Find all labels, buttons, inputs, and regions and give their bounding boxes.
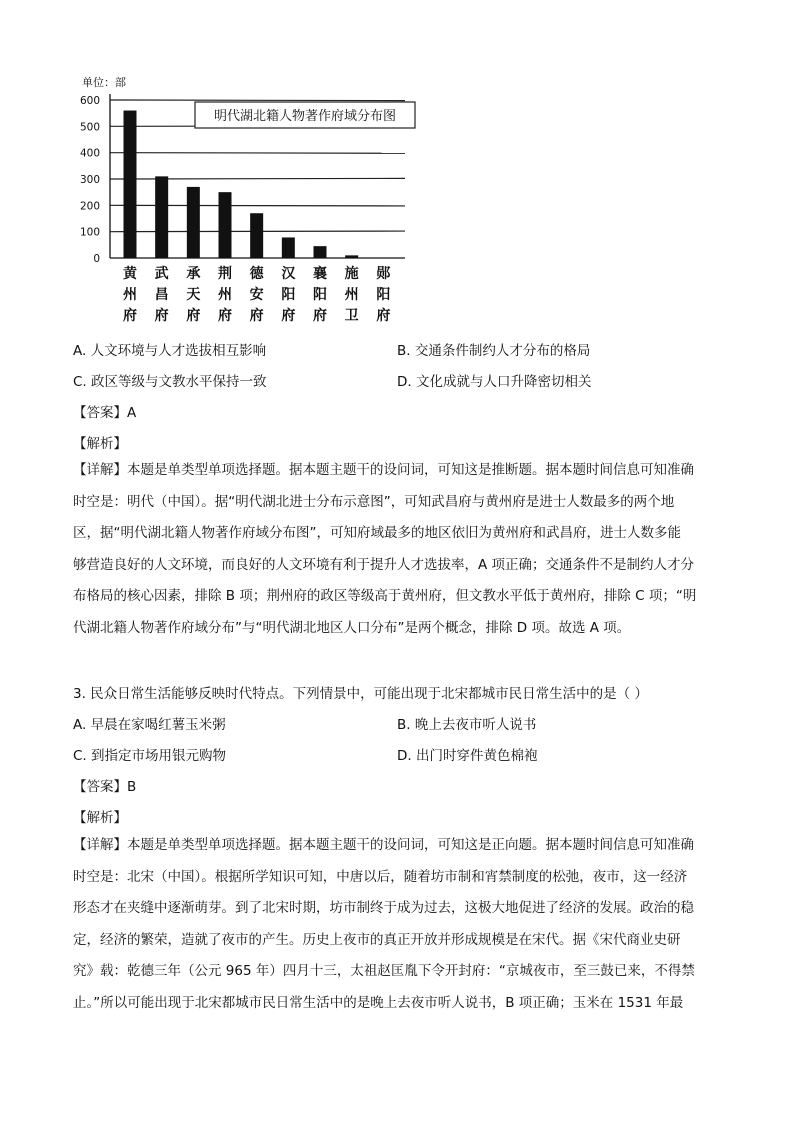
q2-option-c: C. 政区等级与文教水平保持一致 (73, 374, 267, 390)
q2-analysis-label: 【解析】 (73, 436, 127, 452)
q3-option-a: A. 早晨在家喝红薯玉米粥 (73, 717, 226, 733)
gridline (110, 178, 405, 179)
gridline (110, 100, 405, 101)
q2-option-d: D. 文化成就与人口升降密切相关 (397, 374, 592, 390)
x-category-label-char: 武 (154, 266, 169, 282)
x-category-label-char: 天 (186, 287, 201, 303)
q3-detail-line: 【详解】本题是单类型单项选择题。据本题主题干的设问词，可知这是正向题。据本题时间信息可知准确 (73, 837, 694, 853)
y-tick-label: 400 (79, 147, 100, 160)
q2-detail-line: 区，据“明代湖北籍人物著作府域分布图”，可知府域最多的地区依旧为黄州府和武昌府，进士人数多能 (73, 525, 681, 541)
q3-detail-line: 究》载：乾德三年（公元 965 年）四月十三，太祖赵匡胤下令开封府：“京城夜市，至三鼓已来，不得禁 (73, 963, 695, 979)
x-category-label-char: 府 (281, 308, 296, 324)
q2-detail-line: 代湖北籍人物著作府域分布”与“明代湖北地区人口分布”是两个概念，排除 D 项。故选 A 项。 (73, 619, 631, 636)
x-category-label-char: 黄 (123, 266, 137, 282)
q3-detail-line: 时空是：北宋（中国）。根据所学知识可知，中唐以后，随着坊市制和宵禁制度的松弛，夜市，这一经济 (73, 868, 688, 885)
x-category-label-char: 州 (123, 287, 137, 303)
q3-option-b: B. 晚上去夜市听人说书 (397, 717, 537, 733)
y-tick-label: 0 (93, 253, 100, 265)
x-category-label-char: 昌 (154, 287, 169, 303)
q2-detail-line: 【详解】本题是单类型单项选择题。据本题主题干的设问词，可知这是推断题。据本题时间信息可知准确 (73, 462, 694, 478)
q3-detail-line: 止。”所以可能出现于北宋都城市民日常生活中的是晚上去夜市听人说书，B 项正确；玉米在 1531 年最 (73, 994, 684, 1011)
x-category-label-char: 汉 (281, 266, 296, 282)
x-category-label-char: 阳 (376, 287, 391, 303)
bar (187, 187, 200, 258)
bar-chart-svg (70, 70, 420, 330)
q2-detail-line: 够营造良好的人文环境，而良好的人文环境有利于提升人才选拔率，A 项正确；交通条件不是制约人才分 (73, 556, 695, 573)
chart-title: 明代湖北籍人物著作府域分布图 (213, 109, 397, 124)
gridline (110, 153, 405, 154)
bar (155, 176, 168, 258)
q3-stem: 3. 民众日常生活能够反映时代特点。下列情景中，可能出现于北宋都城市民日常生活中的是（ ） (73, 686, 648, 702)
x-category-label-char: 府 (154, 308, 169, 324)
q2-option-a: A. 人文环境与人才选拔相互影响 (73, 343, 267, 359)
q3-answer: 【答案】B (73, 779, 137, 795)
bar (314, 246, 327, 258)
x-category-label-char: 府 (313, 308, 327, 324)
x-category-label-char: 府 (186, 308, 201, 324)
q2-detail-line: 布格局的核心因素，排除 B 项；荆州府的政区等级高于黄州府，但文教水平低于黄州府，排除 C 项；“明 (73, 588, 697, 604)
x-category-label-char: 府 (249, 308, 264, 324)
x-category-label-char: 府 (376, 308, 391, 324)
y-tick-label: 600 (79, 95, 100, 107)
q2-detail-line: 时空是：明代（中国）。据“明代湖北进士分布示意图”，可知武昌府与黄州府是进士人数最多的两个地 (73, 493, 675, 510)
q3-option-d: D. 出门时穿件黄色棉袍 (397, 748, 538, 764)
bar (282, 237, 295, 258)
y-tick-label: 300 (79, 174, 100, 186)
x-category-label-char: 安 (249, 287, 264, 303)
y-tick-label: 200 (79, 200, 100, 213)
x-category-label-char: 荆 (218, 266, 232, 282)
q3-detail (73, 830, 723, 1019)
q2-answer: 【答案】A (73, 405, 137, 421)
x-category-label-char: 府 (123, 308, 137, 324)
x-category-label-char: 襄 (313, 266, 327, 282)
x-category-label-char: 卫 (344, 308, 359, 324)
q3-analysis-label: 【解析】 (73, 810, 127, 826)
q2-detail (73, 455, 723, 644)
x-category-label-char: 阳 (281, 287, 296, 303)
q2-option-b: B. 交通条件制约人才分布的格局 (397, 343, 591, 359)
x-category-label-char: 施 (344, 266, 359, 282)
bar (250, 213, 263, 258)
y-tick-label: 100 (79, 226, 100, 239)
x-category-label-char: 州 (218, 287, 232, 303)
x-category-label-char: 郧 (376, 266, 391, 282)
chart-unit-label: 单位：部 (82, 76, 126, 89)
x-category-label-char: 承 (186, 266, 201, 282)
x-category-label-char: 德 (249, 266, 264, 282)
bar-chart (70, 70, 420, 330)
bar (345, 255, 358, 258)
q3-detail-line: 定，经济的繁荣，造就了夜市的产生。历史上夜市的真正开放并形成规模是在宋代。据《宋代商业史研 (73, 931, 681, 948)
q3-option-c: C. 到指定市场用银元购物 (73, 748, 227, 764)
x-category-label-char: 阳 (313, 287, 327, 303)
bar (219, 192, 232, 258)
q3-detail-line: 形态才在夹缝中逐渐萌芽。到了北宋时期，坊市制终于成为过去，这极大地促进了经济的发展。政治的稳 (73, 900, 694, 916)
x-category-label-char: 州 (344, 287, 359, 303)
bar (124, 111, 137, 258)
y-tick-label: 500 (79, 121, 100, 134)
gridline (110, 205, 405, 206)
x-category-label-char: 府 (218, 308, 232, 324)
